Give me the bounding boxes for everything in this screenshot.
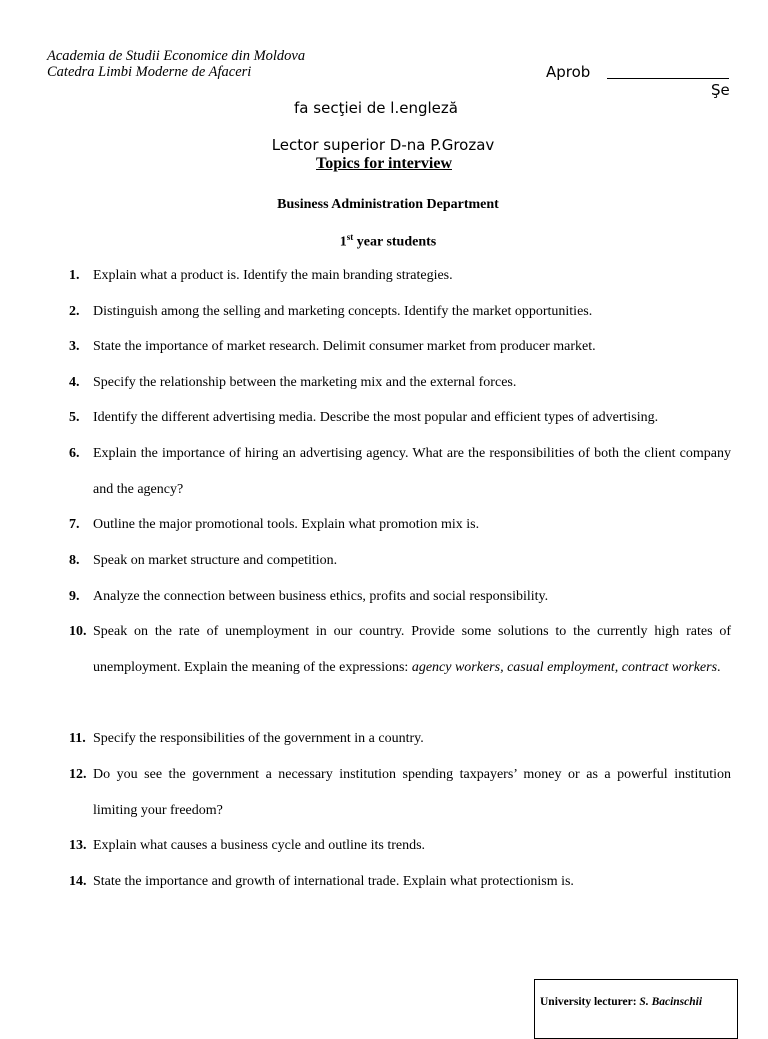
page-title xyxy=(0,155,768,173)
chief-prefix: Şe xyxy=(711,81,730,99)
approve-signature-line xyxy=(607,78,729,79)
topic-number: 13. xyxy=(69,838,87,853)
topic-text: State the importance and growth of international trade. Explain what protectionism is. xyxy=(93,874,574,889)
signature-name: S. Bacinschii xyxy=(639,996,703,1008)
topic-text: Speak on the rate of unemployment in our country. Provide some solutions to the currently high rates of unemployment. Explain the meaning of the expressions: xyxy=(93,624,731,675)
topic-number: 2. xyxy=(69,304,80,319)
approve-label: Aprob xyxy=(546,63,591,81)
topic-text: Specify the responsibilities of the government in a country. xyxy=(93,731,424,746)
topic-item xyxy=(69,828,731,864)
topic-number: 14. xyxy=(69,874,87,889)
topic-item xyxy=(69,507,731,543)
topic-text: Do you see the government a necessary institution spending taxpayers’ money or as a powerful institution limiting your freedom? xyxy=(93,767,731,818)
topic-text: Outline the major promotional tools. Explain what promotion mix is. xyxy=(93,517,480,532)
topic-text: Analyze the connection between business ethics, profits and social responsibility. xyxy=(93,589,549,604)
topic-number: 10. xyxy=(69,624,87,639)
topic-item xyxy=(69,721,731,757)
chief-title-line: fa secţiei de l.engleză xyxy=(294,99,458,117)
topic-text: Specify the relationship between the marketing mix and the external forces. xyxy=(93,375,517,390)
year-number: 1 xyxy=(339,234,347,250)
topic-item xyxy=(69,400,731,436)
page-title-text: Topics for interview xyxy=(316,155,452,172)
topic-number: 4. xyxy=(69,375,80,390)
topic-number: 11. xyxy=(69,731,86,746)
topic-number: 3. xyxy=(69,339,80,354)
topic-number: 12. xyxy=(69,767,87,782)
topic-text: Explain what causes a business cycle and outline its trends. xyxy=(93,838,426,853)
topic-text: Explain the importance of hiring an advertising agency. What are the responsibilities of both the client company and the agency? xyxy=(93,446,731,497)
topic-italic-terms: agency workers, casual employment, contract workers xyxy=(411,660,718,675)
topic-item xyxy=(69,614,731,686)
year-heading xyxy=(0,232,768,251)
topic-text: Distinguish among the selling and marketing concepts. Identify the market opportunities. xyxy=(93,304,593,319)
topic-number: 9. xyxy=(69,589,80,604)
topic-text-end: . xyxy=(717,660,721,675)
topic-text: State the importance of market research. Delimit consumer market from producer market. xyxy=(93,339,596,354)
topic-number: 8. xyxy=(69,553,80,568)
topic-item xyxy=(69,365,731,401)
year-label: year students xyxy=(356,234,437,250)
topic-number: 6. xyxy=(69,446,80,461)
topic-text: Speak on market structure and competition. xyxy=(93,553,338,568)
topic-text: Identify the different advertising media. Describe the most popular and efficient types of advertising. xyxy=(93,410,659,425)
topic-item xyxy=(69,294,731,330)
topic-item xyxy=(69,543,731,579)
topic-text: Explain what a product is. Identify the main branding strategies. xyxy=(93,268,453,283)
signature-line xyxy=(540,996,702,1008)
topic-item xyxy=(69,436,731,508)
department-chair-name: Catedra Limbi Moderne de Afaceri xyxy=(47,64,252,80)
department-heading: Business Administration Department xyxy=(277,197,499,212)
topic-number: 5. xyxy=(69,410,80,425)
topic-item xyxy=(69,579,731,615)
institution-name: Academia de Studii Economice din Moldova xyxy=(47,48,306,64)
topic-item xyxy=(69,864,731,900)
signature-box xyxy=(534,979,738,1039)
topic-number: 1. xyxy=(69,268,80,283)
topic-item xyxy=(69,757,731,829)
topic-item xyxy=(69,329,731,365)
topic-text-block xyxy=(93,614,731,686)
chief-name-line: Lector superior D-na P.Grozav xyxy=(271,136,495,154)
signature-label: University lecturer: xyxy=(540,996,637,1008)
topic-number: 7. xyxy=(69,517,80,532)
topic-item xyxy=(69,258,731,294)
year-suffix: st xyxy=(346,232,354,242)
